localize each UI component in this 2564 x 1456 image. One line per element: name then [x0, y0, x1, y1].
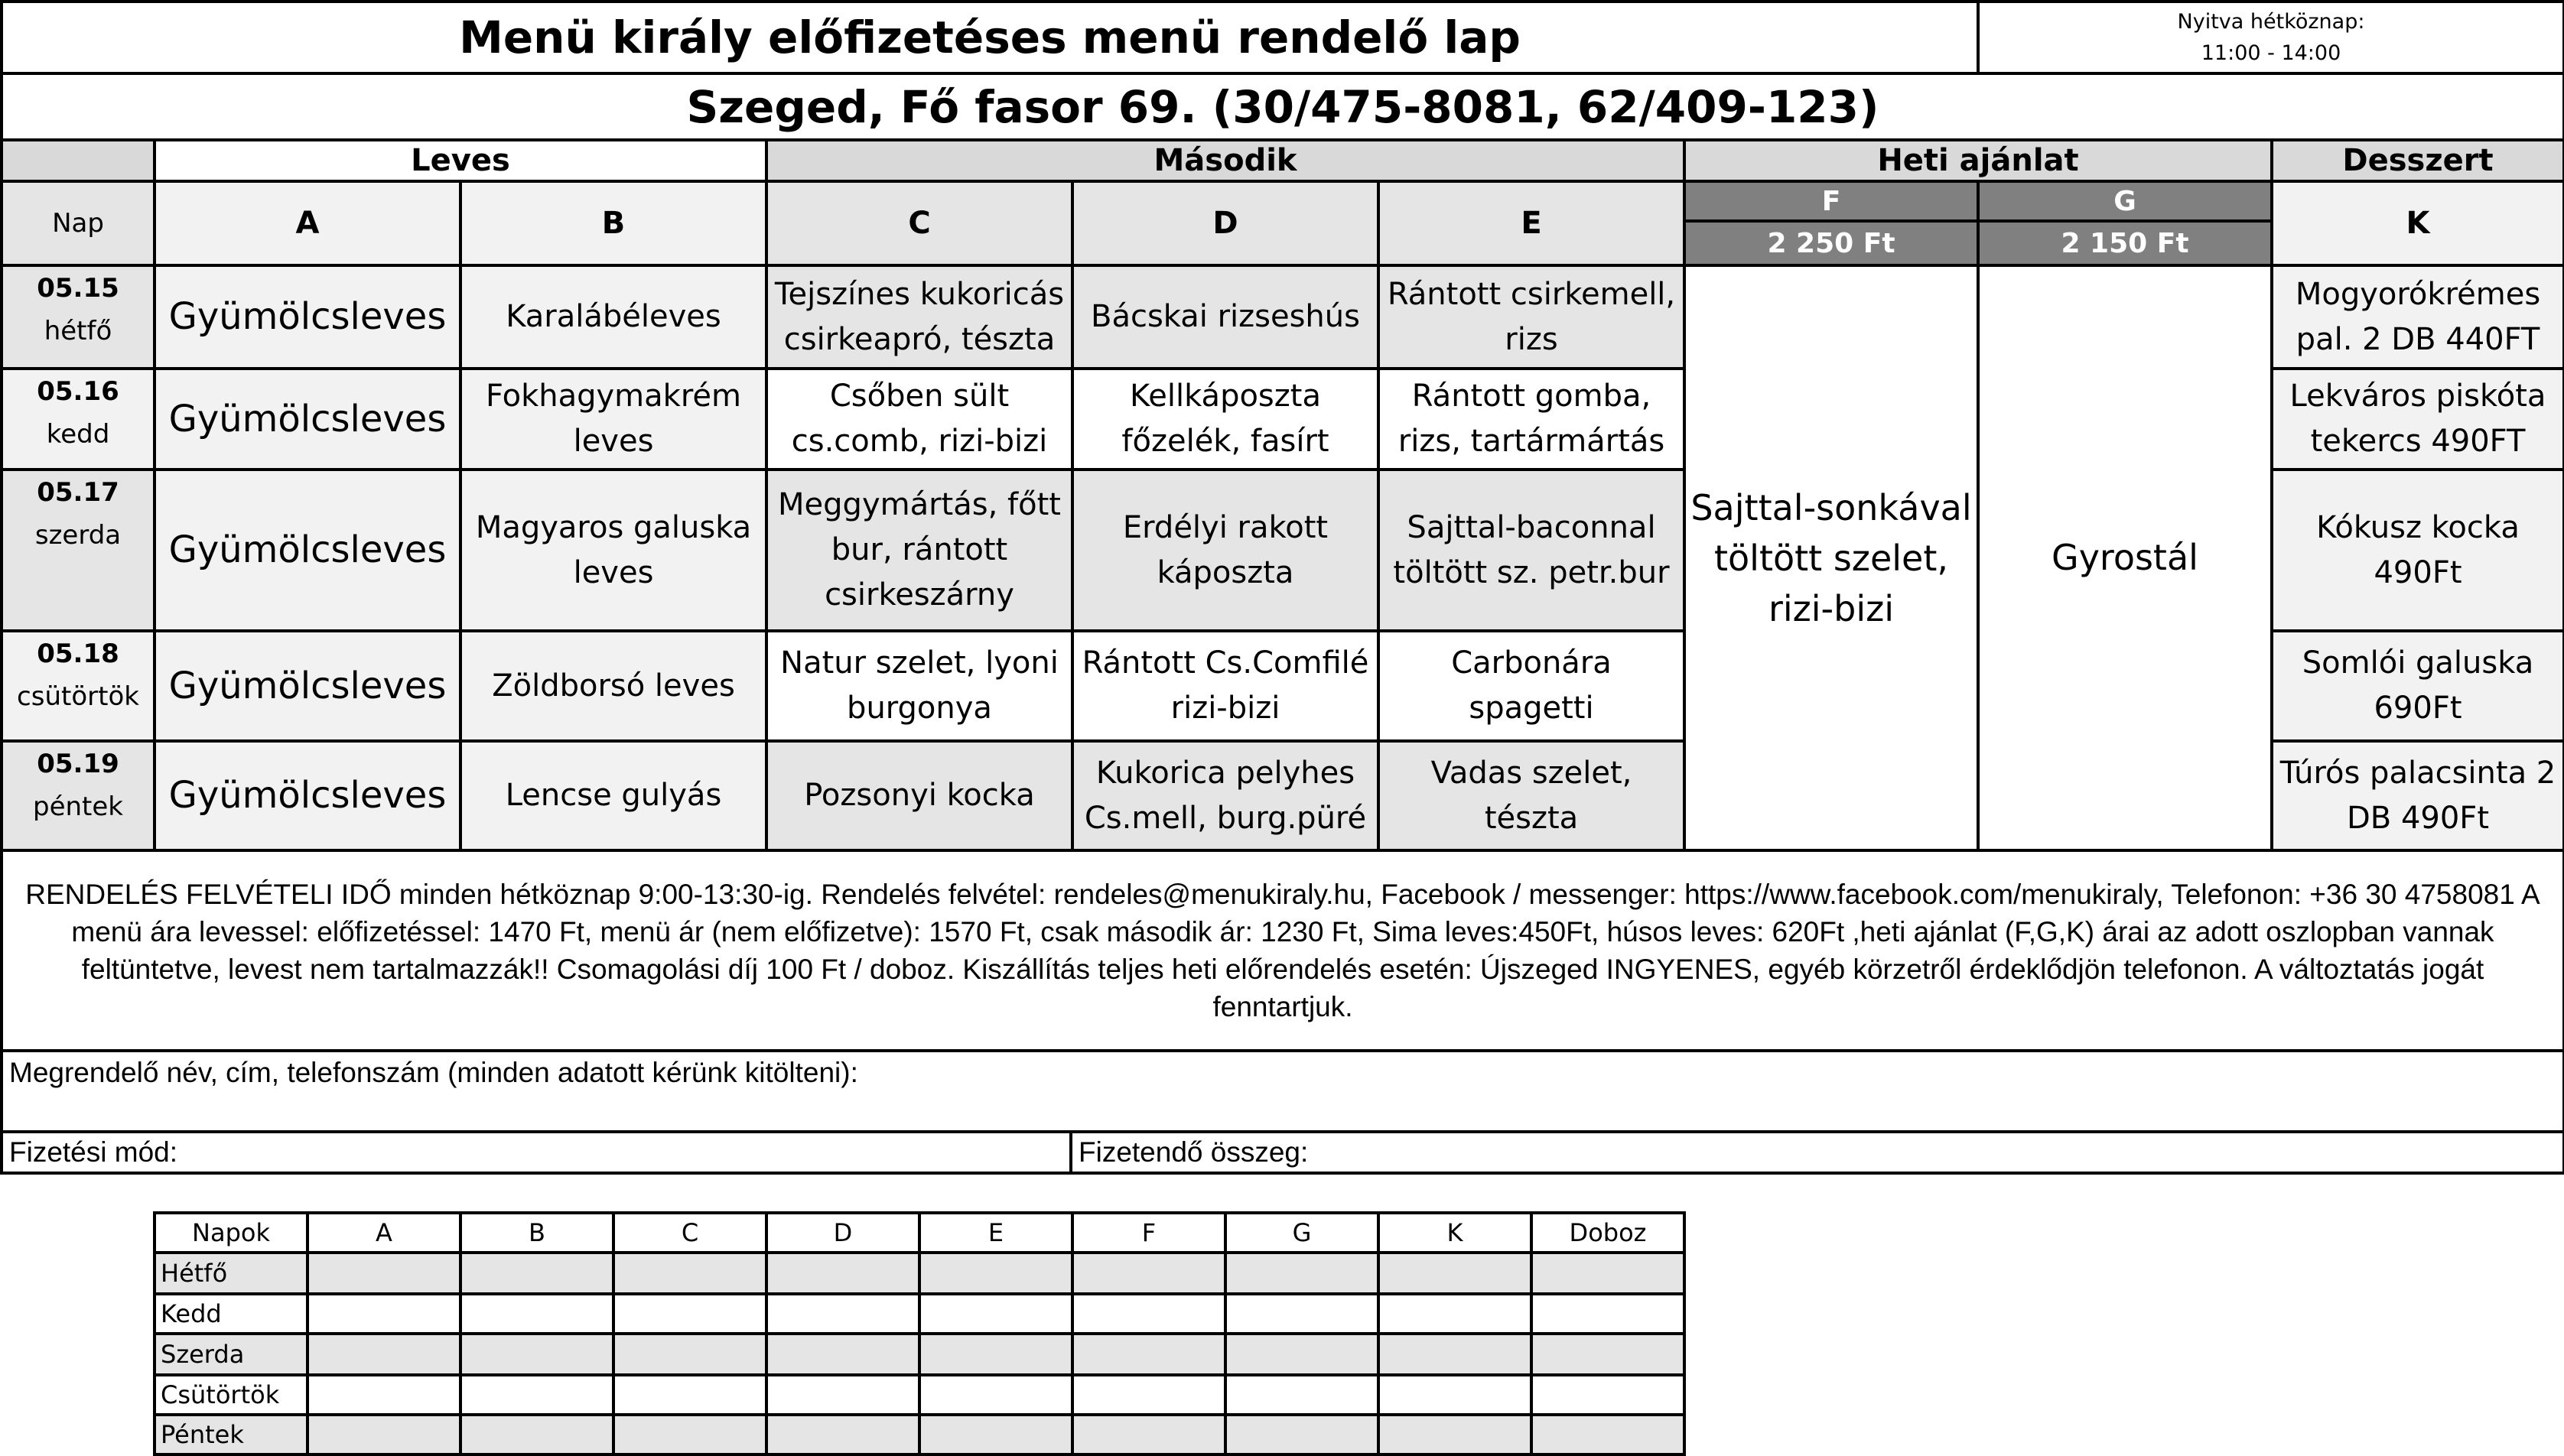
menu-item-c	[765, 468, 1074, 632]
menu-item-b-text: Zöldborsó leves	[492, 668, 735, 704]
column-g-price-text: 2 150 Ft	[2061, 227, 2189, 259]
amount-due-label: Fizetendő összeg:	[1079, 1136, 1309, 1168]
weekly-offer-f-text: Sajttal-sonkával töltött szelet, rizi-bizi	[1690, 486, 1972, 629]
order-quantity-cell[interactable]	[1071, 1413, 1227, 1456]
day-date: 05.15	[37, 273, 119, 304]
order-quantity-cell[interactable]	[1071, 1292, 1227, 1335]
opening-hours-label: Nyitva hétköznap:	[2177, 10, 2365, 34]
order-quantity-cell[interactable]	[459, 1332, 615, 1376]
menu-item-e	[1377, 739, 1686, 852]
order-quantity-cell[interactable]	[765, 1292, 921, 1335]
menu-item-d	[1071, 367, 1380, 471]
menu-item-c-text: Tejszínes kukoricás csirkeapró, tészta	[774, 276, 1065, 357]
day-name: péntek	[33, 791, 123, 822]
ordering-info	[0, 849, 2564, 1052]
menu-item-b	[459, 739, 768, 852]
order-grid-header-text: Napok	[192, 1218, 270, 1247]
menu-item-d	[1071, 739, 1380, 852]
order-grid-header-text: A	[376, 1218, 392, 1247]
order-quantity-cell[interactable]	[1530, 1373, 1686, 1416]
group-weekly-label: Heti ajánlat	[1877, 143, 2079, 178]
group-dessert-label: Desszert	[2342, 143, 2494, 178]
order-quantity-cell[interactable]	[459, 1292, 615, 1335]
menu-item-d-text: Kellkáposzta főzelék, fasírt	[1121, 379, 1329, 459]
order-quantity-cell[interactable]	[306, 1373, 462, 1416]
order-quantity-cell[interactable]	[918, 1292, 1074, 1335]
order-quantity-cell[interactable]	[1377, 1373, 1533, 1416]
day-cell	[0, 264, 156, 370]
sheet-title	[0, 0, 1980, 75]
sheet-title-text: Menü király előfizetéses menü rendelő lap	[459, 11, 1521, 63]
menu-item-a	[153, 367, 462, 471]
day-name: hétfő	[44, 316, 112, 346]
column-header-d	[1071, 180, 1380, 267]
menu-item-b	[459, 468, 768, 632]
group-main-label: Második	[1153, 143, 1297, 178]
menu-item-e	[1377, 264, 1686, 370]
menu-item-d	[1071, 264, 1380, 370]
menu-item-b	[459, 629, 768, 743]
menu-item-d-text: Erdélyi rakott káposzta	[1122, 509, 1329, 590]
amount-due-field[interactable]	[1069, 1130, 2564, 1175]
day-cell	[0, 468, 156, 632]
group-header-empty	[0, 138, 156, 183]
weekly-offer-g	[1977, 264, 2273, 852]
order-quantity-cell[interactable]	[306, 1413, 462, 1456]
menu-item-d	[1071, 468, 1380, 632]
column-header-k	[2270, 180, 2564, 267]
menu-item-e	[1377, 629, 1686, 743]
menu-item-e-text: Rántott gomba, rizs, tartármártás	[1398, 379, 1665, 459]
order-grid-day	[153, 1332, 309, 1376]
address-text: Szeged, Fő fasor 69. (30/475-8081, 62/409-123)	[686, 80, 1879, 133]
order-grid-header	[1224, 1211, 1380, 1254]
column-f-price-text: 2 250 Ft	[1767, 227, 1895, 259]
menu-item-a	[153, 264, 462, 370]
menu-item-k-text: Lekváros piskóta tekercs 490FT	[2289, 379, 2546, 459]
order-grid-header	[612, 1211, 768, 1254]
menu-item-c	[765, 264, 1074, 370]
menu-item-a-text: Gyümölcsleves	[168, 397, 447, 440]
order-quantity-cell[interactable]	[1530, 1292, 1686, 1335]
order-quantity-cell[interactable]	[459, 1251, 615, 1295]
menu-item-c	[765, 629, 1074, 743]
menu-item-b-text: Karalábéleves	[506, 299, 721, 334]
order-grid-header	[306, 1211, 462, 1254]
column-header-g	[1977, 180, 2273, 223]
order-grid-header-text: G	[1292, 1218, 1312, 1247]
menu-item-e-text: Vadas szelet, tészta	[1430, 755, 1632, 836]
menu-item-e-text: Sajttal-baconnal töltött sz. petr.bur	[1393, 509, 1670, 590]
menu-item-b-text: Lencse gulyás	[505, 778, 722, 813]
order-quantity-cell[interactable]	[1377, 1251, 1533, 1295]
group-header-main	[765, 138, 1686, 183]
menu-item-c	[765, 739, 1074, 852]
column-header-e	[1377, 180, 1686, 267]
column-b-label: B	[601, 206, 626, 241]
menu-item-k-text: Somlói galuska 690Ft	[2302, 645, 2534, 726]
menu-item-b-text: Fokhagymakrém leves	[486, 379, 741, 459]
order-quantity-cell[interactable]	[918, 1413, 1074, 1456]
column-g-price	[1977, 219, 2273, 267]
column-header-f	[1683, 180, 1980, 223]
day-date: 05.18	[37, 639, 119, 669]
weekly-offer-g-text: Gyrostál	[2052, 537, 2198, 578]
order-grid-day-label: Hétfő	[161, 1259, 228, 1288]
day-date: 05.16	[37, 376, 119, 407]
opening-hours-box	[1977, 0, 2564, 75]
menu-item-c-text: Natur szelet, lyoni burgonya	[780, 645, 1059, 726]
order-quantity-cell[interactable]	[1224, 1292, 1380, 1335]
day-cell	[0, 367, 156, 471]
group-header-weekly	[1683, 138, 2273, 183]
order-quantity-cell[interactable]	[918, 1332, 1074, 1376]
order-quantity-cell[interactable]	[1530, 1251, 1686, 1295]
order-quantity-cell[interactable]	[1224, 1373, 1380, 1416]
order-grid-day-label: Kedd	[161, 1299, 222, 1328]
order-quantity-cell[interactable]	[918, 1373, 1074, 1416]
column-d-label: D	[1212, 206, 1238, 241]
customer-details-field[interactable]	[0, 1049, 2564, 1133]
order-grid-header	[1071, 1211, 1227, 1254]
menu-item-k	[2270, 629, 2564, 743]
order-grid-header	[1377, 1211, 1533, 1254]
menu-item-c	[765, 367, 1074, 471]
customer-details-label: Megrendelő név, cím, telefonszám (minden adatott kérünk kitölteni):	[9, 1057, 858, 1088]
column-c-label: C	[908, 206, 931, 241]
order-quantity-cell[interactable]	[1071, 1251, 1227, 1295]
order-quantity-cell[interactable]	[459, 1413, 615, 1456]
menu-item-d-text: Rántott Cs.Comfilé rizi-bizi	[1082, 645, 1369, 726]
menu-item-k	[2270, 367, 2564, 471]
menu-item-b	[459, 367, 768, 471]
day-cell	[0, 739, 156, 852]
menu-item-k-text: Túrós palacsinta 2 DB 490Ft	[2279, 755, 2556, 836]
column-f-label: F	[1821, 185, 1841, 217]
opening-hours-value: 11:00 - 14:00	[2201, 41, 2341, 65]
order-quantity-cell[interactable]	[1530, 1332, 1686, 1376]
order-quantity-cell[interactable]	[1224, 1251, 1380, 1295]
order-grid-day	[153, 1292, 309, 1335]
day-name: csütörtök	[17, 681, 139, 712]
column-header-c	[765, 180, 1074, 267]
menu-item-d-text: Bácskai rizseshús	[1091, 299, 1360, 334]
address-bar	[0, 72, 2564, 141]
order-quantity-cell[interactable]	[612, 1332, 768, 1376]
order-quantity-cell[interactable]	[306, 1332, 462, 1376]
order-quantity-cell[interactable]	[1530, 1413, 1686, 1456]
order-grid-header-text: B	[529, 1218, 545, 1247]
order-quantity-cell[interactable]	[765, 1332, 921, 1376]
order-grid-day	[153, 1373, 309, 1416]
column-a-label: A	[295, 206, 320, 241]
day-cell	[0, 629, 156, 743]
order-quantity-cell[interactable]	[1377, 1332, 1533, 1376]
order-quantity-cell[interactable]	[459, 1373, 615, 1416]
menu-item-c-text: Csőben sült cs.comb, rizi-bizi	[791, 379, 1048, 459]
order-quantity-cell[interactable]	[1071, 1332, 1227, 1376]
order-grid-header-text: F	[1141, 1218, 1157, 1247]
order-grid-day	[153, 1413, 309, 1456]
column-header-a	[153, 180, 462, 267]
menu-item-d	[1071, 629, 1380, 743]
menu-item-e	[1377, 367, 1686, 471]
menu-item-b-text: Magyaros galuska leves	[475, 509, 752, 590]
order-grid-header-text: E	[988, 1218, 1004, 1247]
order-grid-day-label: Péntek	[161, 1420, 244, 1449]
menu-item-k	[2270, 264, 2564, 370]
column-g-label: G	[2113, 185, 2136, 217]
ordering-info-text: RENDELÉS FELVÉTELI IDŐ minden hétköznap 9:00-13:30-ig. Rendelés felvétel: rendeles@menukiraly.hu, Facebook / messenger: https://www.facebook.com/menukiraly, Telefonon: +36 30 4758081 A menü ára levessel: előfizetéssel: 1470 Ft, menü ár (nem előfizetve): 1570 Ft, csak második ár: 1230 Ft, Sima leves:450Ft, húsos leves: 620Ft ,heti ajánlat (F,G,K) árai az adott oszlopban vannak feltüntetve, levest nem tartalmazzák!! Csomagolási díj 100 Ft / doboz. Kiszállítás teljes heti előrendelés esetén: Újszeged INGYENES, egyéb körzetről érdeklődjön telefonon. A változtatás jogát fenntartjuk.	[25, 879, 2540, 1022]
column-header-b	[459, 180, 768, 267]
column-e-label: E	[1521, 206, 1542, 241]
menu-item-a-text: Gyümölcsleves	[168, 528, 447, 571]
order-quantity-cell[interactable]	[1224, 1413, 1380, 1456]
menu-item-k	[2270, 739, 2564, 852]
day-name: szerda	[34, 520, 122, 551]
order-grid-header	[765, 1211, 921, 1254]
menu-item-c-text: Pozsonyi kocka	[804, 778, 1035, 813]
order-grid-header-text: C	[681, 1218, 699, 1247]
order-grid-header-text: Doboz	[1569, 1218, 1647, 1247]
order-quantity-cell[interactable]	[1224, 1332, 1380, 1376]
menu-item-e-text: Carbonára spagetti	[1451, 645, 1612, 726]
order-grid-day-label: Szerda	[161, 1340, 245, 1369]
order-grid-header-text: D	[833, 1218, 853, 1247]
column-f-price	[1683, 219, 1980, 267]
menu-item-k	[2270, 468, 2564, 632]
menu-item-a	[153, 739, 462, 852]
order-quantity-cell[interactable]	[612, 1251, 768, 1295]
menu-item-b	[459, 264, 768, 370]
order-quantity-cell[interactable]	[306, 1251, 462, 1295]
day-date: 05.17	[37, 477, 119, 508]
order-quantity-cell[interactable]	[1377, 1292, 1533, 1335]
payment-method-field[interactable]	[0, 1130, 1072, 1175]
order-quantity-cell[interactable]	[918, 1251, 1074, 1295]
column-k-label: K	[2406, 206, 2430, 241]
order-quantity-cell[interactable]	[612, 1413, 768, 1456]
menu-item-a	[153, 629, 462, 743]
order-grid-header-text: K	[1446, 1218, 1463, 1247]
group-header-soup	[153, 138, 768, 183]
order-grid-header	[153, 1211, 309, 1254]
menu-item-k-text: Mogyorókrémes pal. 2 DB 440FT	[2295, 276, 2541, 357]
menu-item-d-text: Kukorica pelyhes Cs.mell, burg.püré	[1084, 755, 1367, 836]
menu-item-e	[1377, 468, 1686, 632]
menu-item-e-text: Rántott csirkemell, rizs	[1387, 276, 1676, 357]
menu-item-k-text: Kókusz kocka 490Ft	[2316, 509, 2520, 590]
order-grid-day	[153, 1251, 309, 1295]
menu-item-a	[153, 468, 462, 632]
group-soup-label: Leves	[411, 143, 510, 178]
day-date: 05.19	[37, 749, 119, 779]
menu-item-a-text: Gyümölcsleves	[168, 295, 447, 338]
menu-item-a-text: Gyümölcsleves	[168, 774, 447, 817]
order-quantity-cell[interactable]	[612, 1292, 768, 1335]
day-name: kedd	[46, 419, 110, 450]
order-grid-header	[1530, 1211, 1686, 1254]
order-grid-header	[459, 1211, 615, 1254]
order-quantity-cell[interactable]	[1071, 1373, 1227, 1416]
order-quantity-cell[interactable]	[765, 1251, 921, 1295]
group-header-dessert	[2270, 138, 2564, 183]
order-quantity-cell[interactable]	[306, 1292, 462, 1335]
menu-item-a-text: Gyümölcsleves	[168, 664, 447, 707]
order-grid-header	[918, 1211, 1074, 1254]
menu-item-c-text: Meggymártás, főtt bur, rántott csirkeszárny	[778, 487, 1061, 613]
order-quantity-cell[interactable]	[612, 1373, 768, 1416]
column-day-label: Nap	[52, 208, 104, 239]
payment-method-label: Fizetési mód:	[9, 1136, 178, 1168]
order-quantity-cell[interactable]	[765, 1413, 921, 1456]
order-quantity-cell[interactable]	[765, 1373, 921, 1416]
order-quantity-cell[interactable]	[1377, 1413, 1533, 1456]
order-grid-day-label: Csütörtök	[161, 1380, 280, 1409]
column-header-day	[0, 180, 156, 267]
weekly-offer-f	[1683, 264, 1980, 852]
